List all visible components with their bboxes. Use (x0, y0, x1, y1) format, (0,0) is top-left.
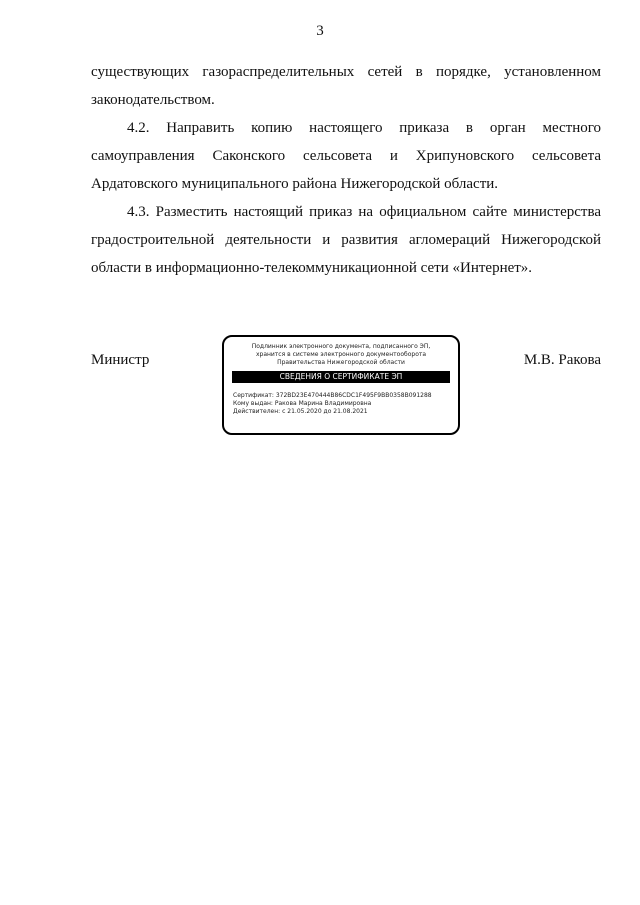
paragraph-4-3: 4.3. Разместить настоящий приказ на официальном сайте министерства градостроительной деятельности и развития агломераций Нижегородской области в информационно-телекоммуникационной сети «Интернет». (91, 204, 601, 276)
stamp-header-line: хранится в системе электронного документооборота (255, 351, 427, 358)
paragraph-continuation: существующих газораспределительных сетей в порядке, установленном законодательством. (91, 64, 601, 108)
stamp-certificate: Сертификат: 372BD23E470444B86CDC1F495F9BB0358B091288 (233, 392, 432, 399)
electronic-signature-stamp (222, 335, 460, 435)
paragraph-4-2: 4.2. Направить копию настоящего приказа в орган местного самоуправления Саконского сельсовета и Хрипуновского сельсовета Ардатовского муниципального района Нижегородской области. (91, 120, 601, 192)
signatory-position: Министр (91, 352, 150, 368)
stamp-issued-to: Кому выдан: Ракова Марина Владимировна (233, 400, 372, 407)
stamp-validity: Действителен: с 21.05.2020 до 21.08.2021 (233, 408, 368, 415)
stamp-header (224, 343, 458, 367)
stamp-header-line: Подлинник электронного документа, подписанного ЭП, (251, 343, 431, 350)
page-number: 3 (316, 23, 324, 39)
body-text (91, 114, 601, 198)
body-text (91, 198, 601, 282)
stamp-details (233, 392, 458, 416)
stamp-title-bar: СВЕДЕНИЯ О СЕРТИФИКАТЕ ЭП (232, 371, 450, 383)
body-text (91, 58, 601, 114)
signatory-name: М.В. Ракова (523, 352, 601, 368)
stamp-header-line: Правительства Нижегородской области (277, 359, 405, 366)
